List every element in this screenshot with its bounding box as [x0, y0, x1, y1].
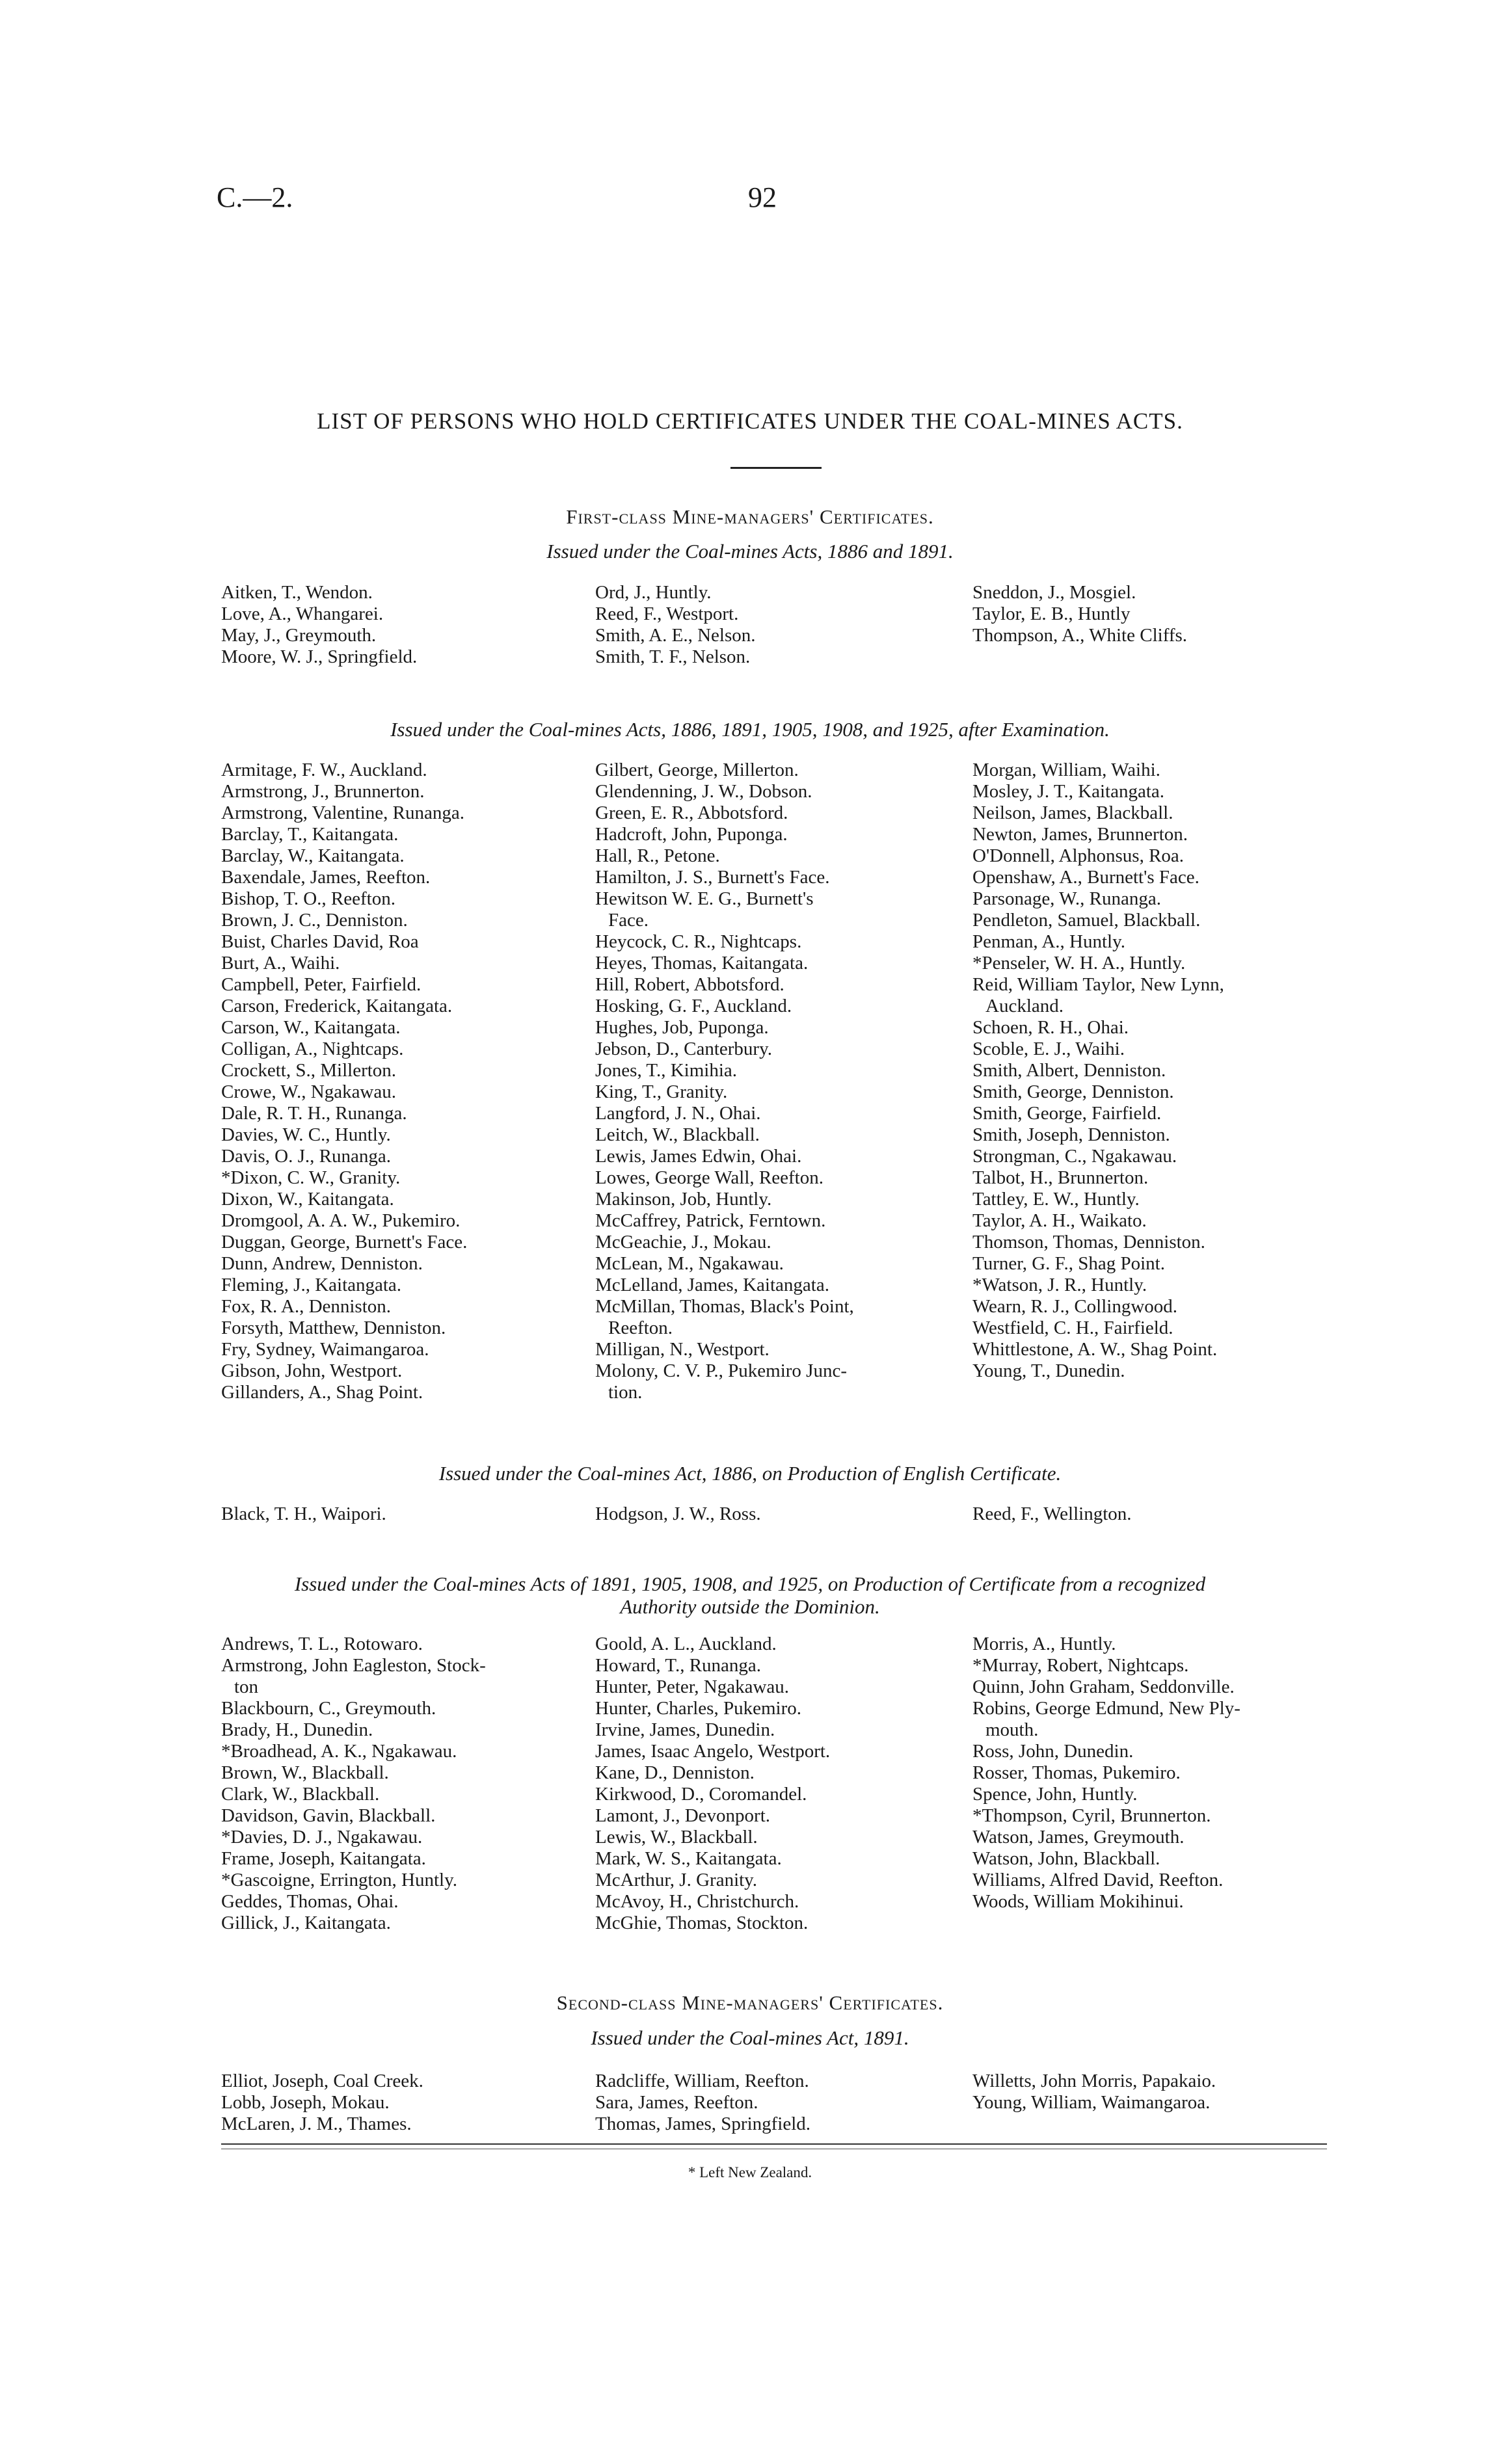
list-item: McAvoy, H., Christchurch.: [595, 1891, 799, 1912]
list-item: Tattley, E. W., Huntly.: [972, 1189, 1140, 1210]
list-item: McCaffrey, Patrick, Ferntown.: [595, 1210, 826, 1231]
list-item: Geddes, Thomas, Ohai.: [221, 1891, 399, 1912]
list-item: Armitage, F. W., Auckland.: [221, 760, 427, 780]
list-item: Jones, T., Kimihia.: [595, 1060, 738, 1081]
list-item: Watson, James, Greymouth.: [972, 1827, 1185, 1848]
list-item: May, J., Greymouth.: [221, 625, 377, 646]
list-item: *Thompson, Cyril, Brunnerton.: [972, 1805, 1211, 1826]
list-item: Westfield, C. H., Fairfield.: [972, 1318, 1173, 1338]
list-item: Hughes, Job, Puponga.: [595, 1017, 769, 1038]
list-item: Lobb, Joseph, Mokau.: [221, 2092, 390, 2113]
list-item: Morgan, William, Waihi.: [972, 760, 1160, 780]
list-item: Burt, A., Waihi.: [221, 953, 340, 974]
footnote: * Left New Zealand.: [688, 2164, 812, 2180]
list-item: Makinson, Job, Huntly.: [595, 1189, 772, 1210]
list-item: Strongman, C., Ngakawau.: [972, 1146, 1177, 1167]
list-item: Reed, F., Wellington.: [972, 1504, 1132, 1524]
list-item: Smith, A. E., Nelson.: [595, 625, 756, 646]
list-item: Hodgson, J. W., Ross.: [595, 1504, 761, 1524]
list-item: O'Donnell, Alphonsus, Roa.: [972, 845, 1185, 866]
list-item: Goold, A. L., Auckland.: [595, 1634, 777, 1654]
list-item: *Watson, J. R., Huntly.: [972, 1275, 1147, 1295]
list-item: *Dixon, C. W., Granity.: [221, 1167, 401, 1188]
list-item: Howard, T., Runanga.: [595, 1655, 762, 1676]
list-item: Gillanders, A., Shag Point.: [221, 1382, 423, 1403]
list-item: Willetts, John Morris, Papakaio.: [972, 2071, 1216, 2091]
list-item: Duggan, George, Burnett's Face.: [221, 1232, 468, 1252]
list-item: Ross, John, Dunedin.: [972, 1741, 1134, 1762]
list-item: Whittlestone, A. W., Shag Point.: [972, 1339, 1218, 1360]
list-item: Lewis, W., Blackball.: [595, 1827, 758, 1848]
list-item: Sara, James, Reefton.: [595, 2092, 758, 2113]
second-class-heading: Second-class Mine-managers' Certificates.: [556, 1991, 944, 2014]
list-item: Mosley, J. T., Kaitangata.: [972, 781, 1165, 802]
section-2-subtitle: Issued under the Coal-mines Acts, 1886, 1891, 1905, 1908, and 1925, after Examination.: [390, 718, 1110, 741]
list-item: Forsyth, Matthew, Denniston.: [221, 1318, 446, 1338]
list-item: Frame, Joseph, Kaitangata.: [221, 1848, 426, 1869]
list-item: Pendleton, Samuel, Blackball.: [972, 910, 1201, 931]
list-item: Scoble, E. J., Waihi.: [972, 1039, 1125, 1059]
list-item: Armstrong, J., Brunnerton.: [221, 781, 425, 802]
list-item: Parsonage, W., Runanga.: [972, 888, 1161, 909]
list-item: Face.: [608, 910, 649, 931]
list-item: Brady, H., Dunedin.: [221, 1719, 373, 1740]
section-3-col-1: [221, 1504, 386, 1525]
list-item: Milligan, N., Westport.: [595, 1339, 770, 1360]
list-item: Mark, W. S., Kaitangata.: [595, 1848, 782, 1869]
section-2-col-3: [972, 760, 1224, 1382]
list-item: Armstrong, Valentine, Runanga.: [221, 802, 464, 823]
list-item: Carson, Frederick, Kaitangata.: [221, 996, 453, 1016]
list-item: Smith, Albert, Denniston.: [972, 1060, 1166, 1081]
second-class-subtitle: Issued under the Coal-mines Act, 1891.: [591, 2026, 909, 2049]
section-4-col-1: [221, 1634, 486, 1934]
list-item: mouth.: [985, 1719, 1039, 1740]
list-item: Carson, W., Kaitangata.: [221, 1017, 401, 1038]
list-item: McLean, M., Ngakawau.: [595, 1253, 784, 1274]
list-item: Young, William, Waimangaroa.: [972, 2092, 1211, 2113]
list-item: Robins, George Edmund, New Ply-: [972, 1698, 1240, 1719]
title-rule: [730, 467, 822, 469]
list-item: Green, E. R., Abbotsford.: [595, 802, 788, 823]
list-item: Armstrong, John Eagleston, Stock-: [221, 1655, 486, 1676]
list-item: Rosser, Thomas, Pukemiro.: [972, 1762, 1181, 1783]
list-item: Campbell, Peter, Fairfield.: [221, 974, 422, 995]
second-class-col-3: [972, 2071, 1216, 2113]
list-item: Reed, F., Westport.: [595, 603, 739, 624]
list-item: *Murray, Robert, Nightcaps.: [972, 1655, 1189, 1676]
list-item: Lewis, James Edwin, Ohai.: [595, 1146, 802, 1167]
list-item: Clark, W., Blackball.: [221, 1784, 380, 1805]
document-code: C.—2.: [217, 181, 293, 213]
list-item: Hunter, Peter, Ngakawau.: [595, 1676, 790, 1697]
section-4-col-3: [972, 1634, 1240, 1913]
section-4-col-2: [595, 1634, 830, 1934]
section-3-col-2: [595, 1504, 761, 1525]
list-item: *Gascoigne, Errington, Huntly.: [221, 1870, 457, 1890]
list-item: Hamilton, J. S., Burnett's Face.: [595, 867, 830, 888]
list-item: Heyes, Thomas, Kaitangata.: [595, 953, 809, 974]
list-item: McLelland, James, Kaitangata.: [595, 1275, 829, 1295]
first-class-heading: First-class Mine-managers' Certificates.: [566, 505, 934, 528]
list-item: Black, T. H., Waipori.: [221, 1504, 386, 1524]
list-item: Dromgool, A. A. W., Pukemiro.: [221, 1210, 461, 1231]
list-item: Newton, James, Brunnerton.: [972, 824, 1188, 845]
list-item: Fleming, J., Kaitangata.: [221, 1275, 402, 1295]
list-item: Brown, W., Blackball.: [221, 1762, 389, 1783]
list-item: Ord, J., Huntly.: [595, 582, 712, 603]
list-item: Openshaw, A., Burnett's Face.: [972, 867, 1199, 888]
list-item: Gibson, John, Westport.: [221, 1360, 403, 1381]
list-item: Colligan, A., Nightcaps.: [221, 1039, 404, 1059]
section-3-subtitle: Issued under the Coal-mines Act, 1886, on Production of English Certificate.: [438, 1462, 1062, 1485]
list-item: Young, T., Dunedin.: [972, 1360, 1125, 1381]
list-item: Gillick, J., Kaitangata.: [221, 1913, 391, 1933]
list-item: Woods, William Mokihinui.: [972, 1891, 1184, 1912]
list-item: Hunter, Charles, Pukemiro.: [595, 1698, 801, 1719]
section-1-col-2: [595, 582, 756, 668]
list-item: Thompson, A., White Cliffs.: [972, 625, 1188, 646]
list-item: Blackbourn, C., Greymouth.: [221, 1698, 436, 1719]
list-item: Hill, Robert, Abbotsford.: [595, 974, 784, 995]
list-item: Hewitson W. E. G., Burnett's: [595, 888, 814, 909]
list-item: McGeachie, J., Mokau.: [595, 1232, 771, 1252]
list-item: Brown, J. C., Denniston.: [221, 910, 408, 931]
list-item: Langford, J. N., Ohai.: [595, 1103, 761, 1124]
list-item: Barclay, W., Kaitangata.: [221, 845, 405, 866]
list-item: Elliot, Joseph, Coal Creek.: [221, 2071, 423, 2091]
list-item: Wearn, R. J., Collingwood.: [972, 1296, 1178, 1317]
list-item: Baxendale, James, Reefton.: [221, 867, 431, 888]
list-item: Talbot, H., Brunnerton.: [972, 1167, 1149, 1188]
list-item: Smith, George, Denniston.: [972, 1081, 1174, 1102]
list-item: Quinn, John Graham, Seddonville.: [972, 1676, 1235, 1697]
list-item: Morris, A., Huntly.: [972, 1634, 1116, 1654]
list-item: Heycock, C. R., Nightcaps.: [595, 931, 802, 952]
list-item: Dale, R. T. H., Runanga.: [221, 1103, 407, 1124]
section-4-subtitle-line-1: Issued under the Coal-mines Acts of 1891, 1905, 1908, and 1925, on Production of Certificate from a recognized: [294, 1572, 1206, 1595]
list-item: Penman, A., Huntly.: [972, 931, 1125, 952]
list-item: Taylor, E. B., Huntly: [972, 603, 1131, 624]
list-item: McGhie, Thomas, Stockton.: [595, 1913, 809, 1933]
section-4-subtitle-line-2: Authority outside the Dominion.: [620, 1595, 880, 1618]
list-item: Glendenning, J. W., Dobson.: [595, 781, 812, 802]
list-item: Davis, O. J., Runanga.: [221, 1146, 391, 1167]
list-item: *Penseler, W. H. A., Huntly.: [972, 953, 1186, 974]
list-item: ton: [234, 1676, 259, 1697]
list-item: Smith, Joseph, Denniston.: [972, 1124, 1170, 1145]
list-item: Love, A., Whangarei.: [221, 603, 384, 624]
list-item: Leitch, W., Blackball.: [595, 1124, 760, 1145]
list-item: Gilbert, George, Millerton.: [595, 760, 799, 780]
list-item: McMillan, Thomas, Black's Point,: [595, 1296, 854, 1317]
section-1-subtitle: Issued under the Coal-mines Acts, 1886 and 1891.: [546, 540, 954, 563]
list-item: McLaren, J. M., Thames.: [221, 2113, 412, 2134]
list-item: Taylor, A. H., Waikato.: [972, 1210, 1147, 1231]
list-item: Lamont, J., Devonport.: [595, 1805, 771, 1826]
list-item: James, Isaac Angelo, Westport.: [595, 1741, 831, 1762]
section-1-col-1: [221, 582, 417, 668]
list-item: Reefton.: [608, 1318, 673, 1338]
list-item: Auckland.: [985, 996, 1064, 1016]
list-item: *Broadhead, A. K., Ngakawau.: [221, 1741, 457, 1762]
list-item: King, T., Granity.: [595, 1081, 728, 1102]
list-item: Turner, G. F., Shag Point.: [972, 1253, 1165, 1274]
list-item: McArthur, J. Granity.: [595, 1870, 758, 1890]
list-item: Schoen, R. H., Ohai.: [972, 1017, 1129, 1038]
second-class-col-2: [595, 2071, 810, 2135]
list-item: Radcliffe, William, Reefton.: [595, 2071, 809, 2091]
list-item: Hall, R., Petone.: [595, 845, 720, 866]
list-item: Smith, George, Fairfield.: [972, 1103, 1162, 1124]
list-item: Hosking, G. F., Auckland.: [595, 996, 792, 1016]
list-item: Fox, R. A., Denniston.: [221, 1296, 392, 1317]
list-item: Dixon, W., Kaitangata.: [221, 1189, 394, 1210]
list-item: Lowes, George Wall, Reefton.: [595, 1167, 824, 1188]
section-2-col-2: [595, 760, 854, 1403]
list-item: Kane, D., Denniston.: [595, 1762, 755, 1783]
list-item: Spence, John, Huntly.: [972, 1784, 1138, 1805]
list-item: Irvine, James, Dunedin.: [595, 1719, 775, 1740]
list-item: Dunn, Andrew, Denniston.: [221, 1253, 423, 1274]
list-item: Jebson, D., Canterbury.: [595, 1039, 772, 1059]
list-item: Kirkwood, D., Coromandel.: [595, 1784, 807, 1805]
list-item: Barclay, T., Kaitangata.: [221, 824, 399, 845]
page-number: 92: [748, 181, 777, 213]
list-item: Williams, Alfred David, Reefton.: [972, 1870, 1224, 1890]
list-item: Neilson, James, Blackball.: [972, 802, 1173, 823]
list-item: Sneddon, J., Mosgiel.: [972, 582, 1136, 603]
list-item: Moore, W. J., Springfield.: [221, 646, 418, 667]
list-item: *Davies, D. J., Ngakawau.: [221, 1827, 423, 1848]
list-item: Molony, C. V. P., Pukemiro Junc-: [595, 1360, 847, 1381]
list-item: Davies, W. C., Huntly.: [221, 1124, 391, 1145]
list-item: Thomas, James, Springfield.: [595, 2113, 811, 2134]
page-title: LIST OF PERSONS WHO HOLD CERTIFICATES UNDER THE COAL-MINES ACTS.: [317, 408, 1183, 434]
list-item: tion.: [608, 1382, 643, 1403]
list-item: Smith, T. F., Nelson.: [595, 646, 751, 667]
list-item: Thomson, Thomas, Denniston.: [972, 1232, 1205, 1252]
list-item: Davidson, Gavin, Blackball.: [221, 1805, 436, 1826]
list-item: Crowe, W., Ngakawau.: [221, 1081, 397, 1102]
list-item: Fry, Sydney, Waimangaroa.: [221, 1339, 429, 1360]
list-item: Reid, William Taylor, New Lynn,: [972, 974, 1224, 995]
list-item: Bishop, T. O., Reefton.: [221, 888, 395, 909]
list-item: Crockett, S., Millerton.: [221, 1060, 397, 1081]
list-item: Watson, John, Blackball.: [972, 1848, 1160, 1869]
section-2-col-1: [221, 760, 467, 1403]
section-3-col-3: [972, 1504, 1132, 1525]
footer-rule-1: [221, 2143, 1327, 2145]
list-item: Andrews, T. L., Rotowaro.: [221, 1634, 423, 1654]
section-1-col-3: [972, 582, 1187, 646]
list-item: Hadcroft, John, Puponga.: [595, 824, 788, 845]
list-item: Buist, Charles David, Roa: [221, 931, 419, 952]
list-item: Aitken, T., Wendon.: [221, 582, 373, 603]
second-class-col-1: [221, 2071, 423, 2135]
